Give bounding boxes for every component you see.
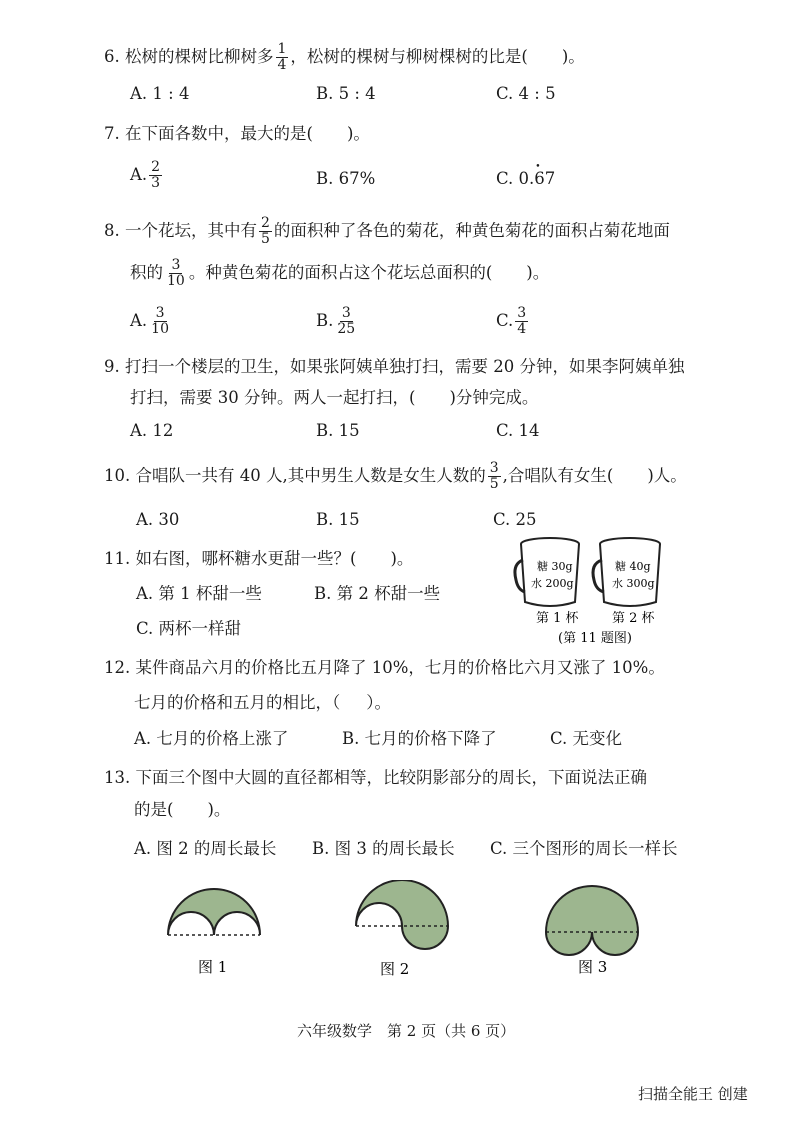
q10-fraction: $\frac{3}{5}$ (489, 460, 499, 492)
q13-number: 13. (104, 768, 131, 787)
q13-figures (160, 880, 660, 980)
q9-line2: 打扫，需要 30 分钟。两人一起打扫，( )分钟完成。 (130, 388, 539, 407)
q6-stem: 6. 松树的棵树比柳树多 $\frac{1}{4}$ ，松树的棵树与柳树棵树的比是( )。 (104, 41, 585, 73)
q7-number: 7. (104, 124, 120, 143)
q8-number: 8. (104, 221, 120, 240)
q10-stem: 10. 合唱队一共有 40 人,其中男生人数是女生人数的 $\frac{3}{5}$ ,合唱队有女生( )人。 (104, 460, 687, 492)
q12-option-c[interactable]: C. 无变化 (550, 729, 623, 748)
q6-option-b[interactable]: B. 5 : 4 (316, 84, 376, 103)
q11-option-b[interactable]: B. 第 2 杯甜一些 (314, 584, 441, 603)
q10-number: 10. (104, 466, 131, 485)
q12-option-b[interactable]: B. 七月的价格下降了 (342, 729, 497, 748)
q11-stem: 11. 如右图，哪杯糖水更甜一些？( )。 (104, 549, 414, 568)
q12-line2: 七月的价格和五月的相比，（ ）。 (134, 693, 391, 712)
cup-1-sugar: 糖 30g (537, 560, 573, 573)
q7-stem: 7. 在下面各数中，最大的是( )。 (104, 124, 370, 143)
figure-2-label: 图 2 (380, 960, 410, 978)
scanner-watermark: 扫描全能王 创建 (638, 1085, 748, 1103)
q13-option-b[interactable]: B. 图 3 的周长最长 (312, 839, 455, 858)
q13-line2: 的是( )。 (134, 800, 231, 819)
q9-line1: 9. 打扫一个楼层的卫生，如果张阿姨单独打扫，需要 20 分钟，如果李阿姨单独 (104, 357, 685, 376)
q10-option-a[interactable]: A. 30 (136, 510, 180, 529)
q13-option-c[interactable]: C. 三个图形的周长一样长 (490, 839, 678, 858)
q8-a-fraction: $\frac{3}{10}$ (151, 305, 169, 337)
q13-option-a[interactable]: A. 图 2 的周长最长 (134, 839, 277, 858)
q12-option-a[interactable]: A. 七月的价格上涨了 (134, 729, 289, 748)
q6-text: 松树的棵树比柳树多 (125, 47, 274, 66)
cup-2-water: 水 300g (612, 577, 655, 590)
cup-2-caption: 第 2 杯 (612, 611, 655, 626)
q9-option-c[interactable]: C. 14 (496, 421, 540, 440)
q9-option-b[interactable]: B. 15 (316, 421, 360, 440)
page-footer: 六年级数学 第 2 页（共 6 页） (297, 1022, 516, 1040)
q10-option-b[interactable]: B. 15 (316, 510, 360, 529)
q8-line2: 积的 $\frac{3}{10}$ 。种黄色菊花的面积占这个花坛总面积的( )。 (130, 257, 550, 289)
figure-3-label: 图 3 (578, 958, 608, 976)
figure-3-shape (546, 886, 638, 955)
q11-option-c[interactable]: C. 两杯一样甜 (136, 619, 242, 638)
q8-option-c[interactable]: C. $\frac{3}{4}$ (496, 305, 527, 337)
q7-option-b[interactable]: B. 67% (316, 169, 376, 188)
q11-figure (512, 530, 672, 650)
q11-option-a[interactable]: A. 第 1 杯甜一些 (136, 584, 262, 603)
q6-fraction: $\frac{1}{4}$ (277, 41, 287, 73)
figure-2-shape (356, 880, 448, 949)
q8-line1: 8. 一个花坛，其中有 $\frac{2}{5}$ 的面积种了各色的菊花，种黄色菊花的面积占菊花地面 (104, 215, 670, 247)
q9-option-a[interactable]: A. 12 (130, 421, 174, 440)
q12-number: 12. (104, 658, 131, 677)
q11-figure-caption: (第 11 题图) (558, 631, 632, 646)
q6-option-a[interactable]: A. 1 : 4 (130, 84, 190, 103)
q7-option-a[interactable]: A. $\frac{2}{3}$ (130, 159, 161, 191)
q12-line1: 12. 某件商品六月的价格比五月降了 10%，七月的价格比六月又涨了 10%。 (104, 658, 665, 677)
q8-option-b[interactable]: B. $\frac{3}{25}$ (316, 305, 356, 337)
q8-fraction-1: $\frac{2}{5}$ (261, 215, 270, 247)
q8-option-a[interactable]: A. $\frac{3}{10}$ (130, 305, 169, 337)
cup-1-caption: 第 1 杯 (536, 611, 579, 626)
q6-number: 6. (104, 47, 120, 66)
q6-option-c[interactable]: C. 4 : 5 (496, 84, 556, 103)
q7-option-c[interactable]: C. 0.• 67 (496, 168, 555, 190)
q8-b-fraction: $\frac{3}{25}$ (337, 305, 356, 337)
q7-a-fraction: $\frac{2}{3}$ (151, 159, 161, 191)
q7-c-repeating-digits: • 67 (534, 168, 555, 190)
cup-2-sugar: 糖 40g (615, 560, 651, 573)
cup-1-water: 水 200g (531, 577, 574, 590)
q10-option-c[interactable]: C. 25 (493, 510, 537, 529)
q9-number: 9. (104, 357, 120, 376)
figure-1-shape (168, 889, 260, 935)
q13-line1: 13. 下面三个图中大圆的直径都相等，比较阴影部分的周长，下面说法正确 (104, 768, 647, 787)
q8-c-fraction: $\frac{3}{4}$ (517, 305, 527, 337)
q11-number: 11. (104, 549, 131, 568)
figure-1-label: 图 1 (198, 958, 228, 976)
q8-fraction-2: $\frac{3}{10}$ (167, 257, 185, 289)
